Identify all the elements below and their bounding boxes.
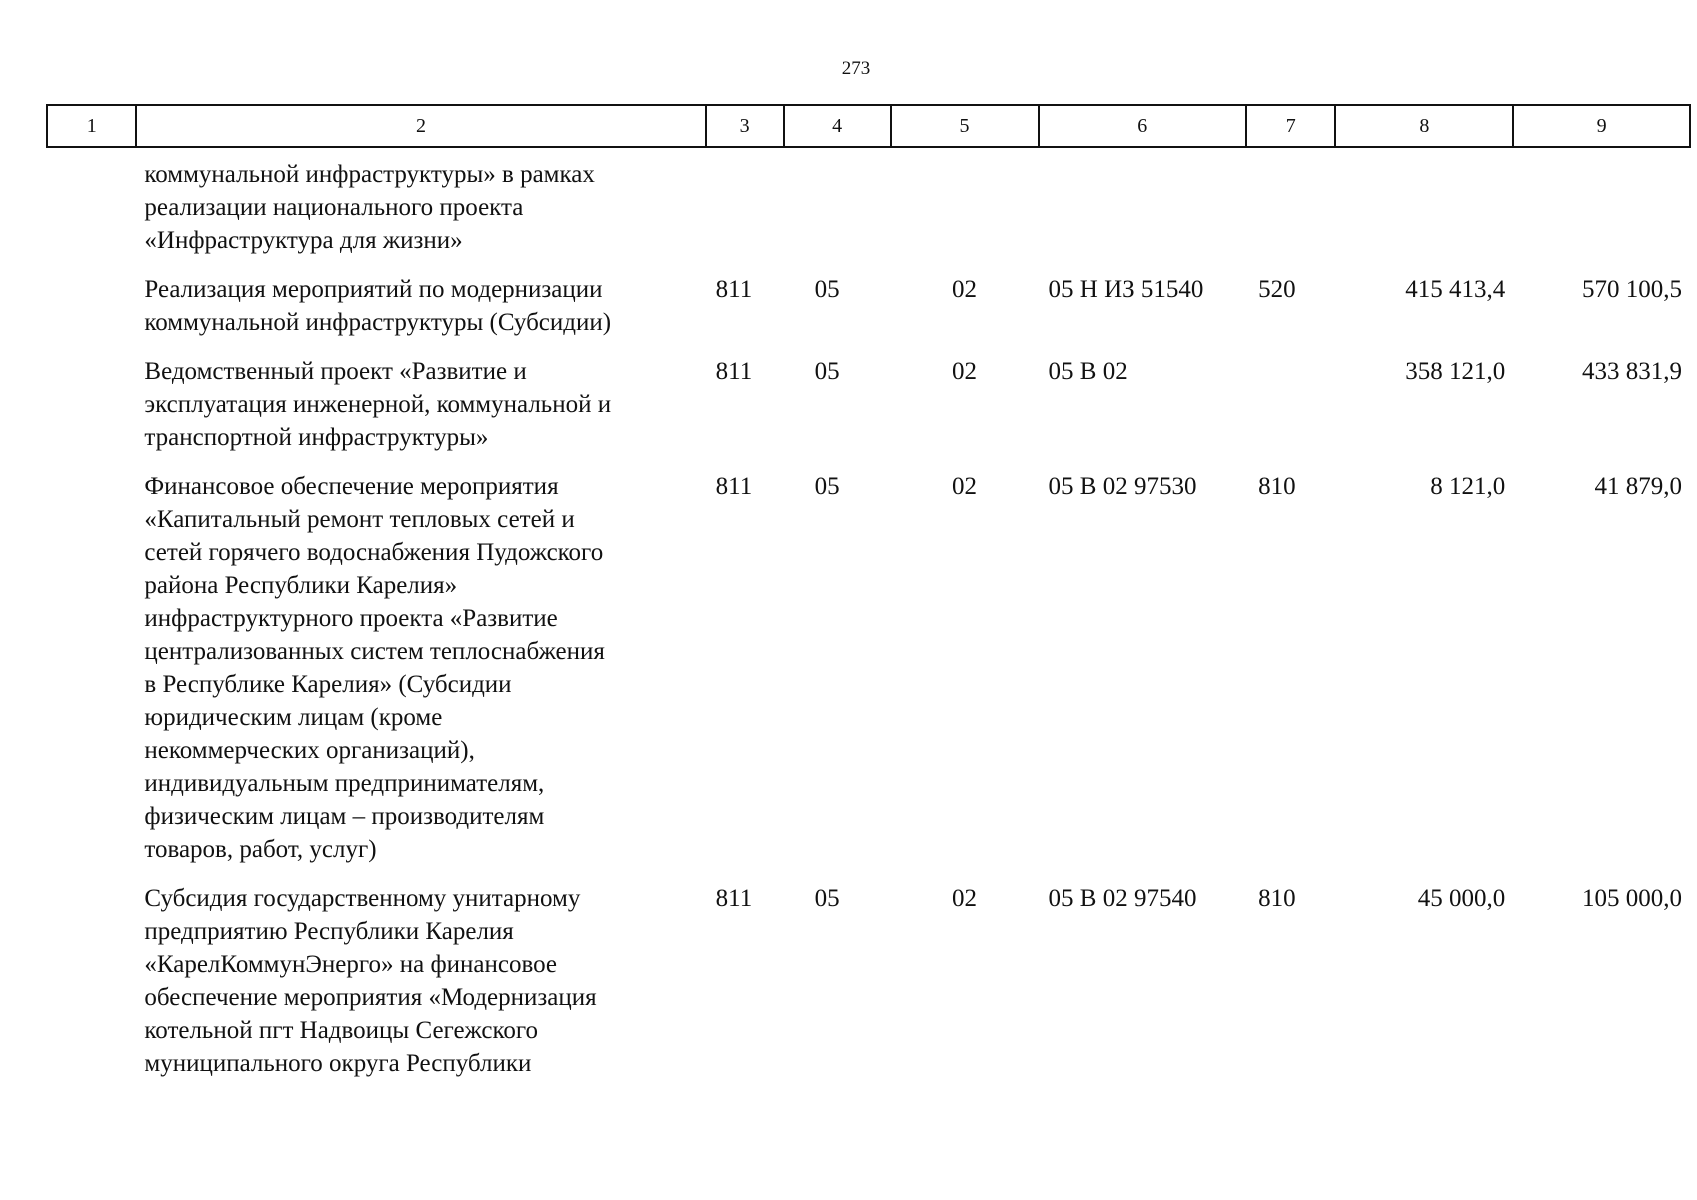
row-amount-year-1: 8 121,0 — [1430, 473, 1506, 500]
row-name-line: централизованных систем теплоснабжения — [144, 638, 605, 665]
table-row — [47, 355, 1690, 470]
table-row — [47, 882, 1690, 1096]
row-amount-year-1: 415 413,4 — [1405, 276, 1506, 303]
row-ministry-code: 811 — [715, 885, 753, 912]
row-name-line: сетей горячего водоснабжения Пудожского — [144, 539, 604, 566]
row-col-1-cell — [47, 355, 136, 470]
row-name-line: «Инфраструктура для жизни» — [144, 227, 463, 254]
row-subsection-code: 02 — [952, 473, 978, 500]
row-subsection-code — [891, 147, 1039, 273]
row-section-code: 05 — [814, 473, 840, 500]
row-name-line: коммунальной инфраструктуры» в рамках — [144, 161, 595, 188]
row-ministry-code: 811 — [715, 358, 753, 385]
row-ministry-code — [706, 147, 784, 273]
row-name-line: в Республике Карелия» (Субсидии — [144, 671, 512, 698]
header-row — [47, 105, 1690, 147]
row-name-line: района Республики Карелия» — [144, 572, 458, 599]
row-name-cell — [136, 355, 705, 470]
row-target-article — [1039, 147, 1247, 273]
row-name-line: транспортной инфраструктуры» — [144, 424, 489, 451]
row-expense-type: 520 — [1258, 276, 1296, 303]
row-name-line: инфраструктурного проекта «Развитие — [144, 605, 558, 632]
row-target-article: 05 Н ИЗ 51540 — [1048, 276, 1204, 303]
header-col-8: 8 — [1335, 105, 1513, 147]
row-name-line: котельной пгт Надвоицы Сегежского — [144, 1017, 538, 1044]
header-col-6: 6 — [1039, 105, 1247, 147]
table-row — [47, 273, 1690, 355]
row-amount-year-1: 358 121,0 — [1405, 358, 1506, 385]
row-name-line: эксплуатация инженерной, коммунальной и — [144, 391, 612, 418]
row-name-line: муниципального округа Республики — [144, 1050, 532, 1077]
row-name-line: физическим лицам – производителям — [144, 803, 545, 830]
header-col-7: 7 — [1246, 105, 1335, 147]
row-amount-year-1: 45 000,0 — [1417, 885, 1506, 912]
row-amount-year-2: 433 831,9 — [1582, 358, 1682, 385]
table-body — [47, 147, 1690, 1096]
row-col-1-cell — [47, 273, 136, 355]
row-section-code: 05 — [814, 358, 840, 385]
header-col-1: 1 — [47, 105, 136, 147]
row-ministry-code: 811 — [715, 473, 753, 500]
row-name-line: коммунальной инфраструктуры (Субсидии) — [144, 309, 612, 336]
header-col-3: 3 — [706, 105, 784, 147]
row-col-1-cell — [47, 882, 136, 1096]
row-expense-type: 810 — [1258, 885, 1296, 912]
header-col-2: 2 — [136, 105, 705, 147]
row-name-cell — [136, 470, 705, 882]
row-subsection-code: 02 — [952, 885, 978, 912]
budget-table — [46, 104, 1691, 1096]
row-subsection-code: 02 — [952, 276, 978, 303]
table-row — [47, 470, 1690, 882]
row-ministry-code: 811 — [715, 276, 753, 303]
row-name-line: индивидуальным предпринимателям, — [144, 770, 545, 797]
row-name-cell — [136, 273, 705, 355]
row-name-line: «Капитальный ремонт тепловых сетей и — [144, 506, 575, 533]
header-col-9: 9 — [1513, 105, 1690, 147]
row-section-code — [784, 147, 891, 273]
row-subsection-code: 02 — [952, 358, 978, 385]
row-name-line: обеспечение мероприятия «Модернизация — [144, 984, 597, 1011]
row-name-line: Финансовое обеспечение мероприятия — [144, 473, 559, 500]
row-name-line: предприятию Республики Карелия — [144, 918, 514, 945]
row-target-article: 05 В 02 — [1048, 358, 1128, 385]
column-number-header — [47, 105, 1690, 147]
row-name-line: Субсидия государственному унитарному — [144, 885, 581, 912]
row-name-line: Ведомственный проект «Развитие и — [144, 358, 527, 385]
row-amount-year-2 — [1513, 147, 1690, 273]
row-col-1-cell — [47, 470, 136, 882]
row-target-article: 05 В 02 97530 — [1048, 473, 1197, 500]
row-name-line: юридическим лицам (кроме — [144, 704, 443, 731]
row-name-line: реализации национального проекта — [144, 194, 524, 221]
row-name-cell — [136, 882, 705, 1096]
table-row — [47, 147, 1690, 273]
row-name-line: «КарелКоммунЭнерго» на финансовое — [144, 951, 558, 978]
row-name-line: Реализация мероприятий по модернизации — [144, 276, 603, 303]
row-section-code: 05 — [814, 276, 840, 303]
page-number: 273 — [841, 58, 871, 79]
row-section-code: 05 — [814, 885, 840, 912]
row-amount-year-2: 105 000,0 — [1582, 885, 1682, 912]
header-col-4: 4 — [784, 105, 891, 147]
header-col-5: 5 — [891, 105, 1039, 147]
row-expense-type — [1246, 355, 1335, 470]
row-name-line: товаров, работ, услуг) — [144, 836, 377, 863]
row-col-1-cell — [47, 147, 136, 273]
row-amount-year-1 — [1335, 147, 1513, 273]
row-amount-year-2: 570 100,5 — [1582, 276, 1682, 303]
row-expense-type: 810 — [1258, 473, 1296, 500]
row-amount-year-2: 41 879,0 — [1594, 473, 1682, 500]
row-name-line: некоммерческих организаций), — [144, 737, 475, 764]
row-expense-type — [1246, 147, 1335, 273]
row-target-article: 05 В 02 97540 — [1048, 885, 1197, 912]
row-name-cell — [136, 147, 705, 273]
